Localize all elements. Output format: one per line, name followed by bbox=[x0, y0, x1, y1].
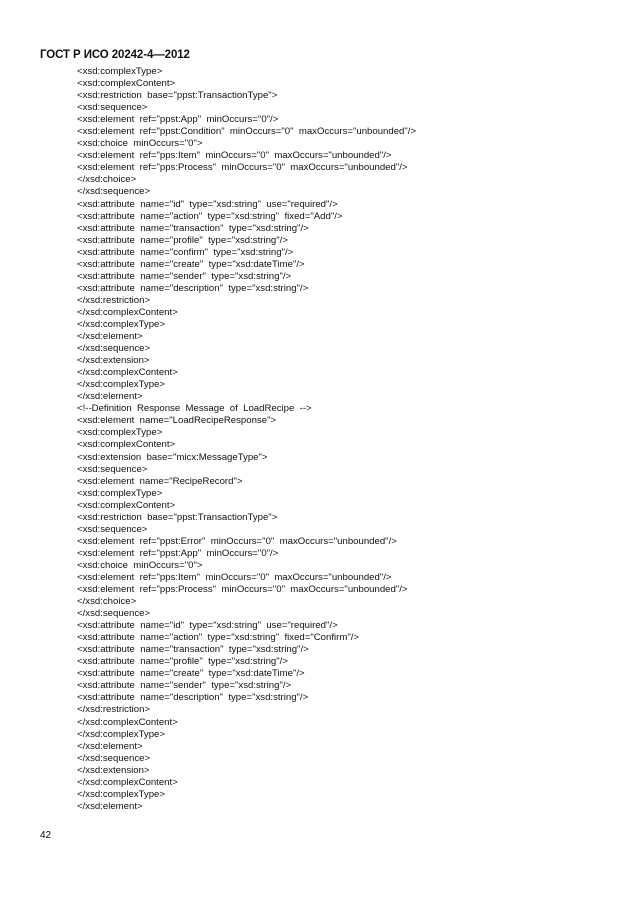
code-line: <xsd:attribute name="profile" type="xsd:string"/> bbox=[77, 656, 288, 668]
code-line: <xsd:complexContent> bbox=[77, 439, 176, 451]
code-line: <xsd:element ref="ppst:App" minOccurs="0"/> bbox=[77, 547, 279, 559]
code-line: <xsd:attribute name="create" type="xsd:dateTime"/> bbox=[77, 668, 305, 680]
code-line: <xsd:complexType> bbox=[77, 66, 163, 77]
code-line: <xsd:attribute name="id" type="xsd:string" use="required"/> bbox=[77, 620, 338, 632]
code-line: <xsd:element ref="ppst:Condition" minOccurs="0" maxOccurs="unbounded"/> bbox=[77, 126, 417, 138]
code-line: <xsd:element ref="ppst:Error" minOccurs="0" maxOccurs="unbounded"/> bbox=[77, 535, 397, 547]
code-line: </xsd:complexContent> bbox=[77, 367, 178, 379]
code-line: <xsd:element name="LoadRecipeResponse"> bbox=[77, 415, 277, 427]
code-line: <xsd:attribute name="action" type="xsd:string" fixed="Confirm"/> bbox=[77, 632, 359, 644]
code-line: <xsd:attribute name="profile" type="xsd:string"/> bbox=[77, 234, 288, 246]
code-line: <!--Definition Response Message of LoadRecipe --> bbox=[77, 403, 312, 415]
code-line: <xsd:attribute name="transaction" type="xsd:string"/> bbox=[77, 644, 309, 656]
code-line: </xsd:complexType> bbox=[77, 318, 165, 330]
code-line: <xsd:attribute name="confirm" type="xsd:string"/> bbox=[77, 246, 294, 258]
code-line: </xsd:complexContent> bbox=[77, 776, 178, 788]
page-number: 42 bbox=[40, 830, 52, 841]
code-line: </xsd:choice> bbox=[77, 174, 137, 186]
code-line: <xsd:element ref="pps:Process" minOccurs="0" maxOccurs="unbounded"/> bbox=[77, 584, 408, 596]
code-line: <xsd:complexContent> bbox=[77, 78, 176, 90]
code-line: </xsd:element> bbox=[77, 740, 143, 752]
code-line: <xsd:complexType> bbox=[77, 427, 163, 439]
code-line: <xsd:element ref="pps:Process" minOccurs="0" maxOccurs="unbounded"/> bbox=[77, 162, 408, 174]
document-header-standard-code: ГОСТ Р ИСО 20242-4—2012 bbox=[40, 49, 190, 61]
code-line: </xsd:extension> bbox=[77, 764, 150, 776]
code-line: </xsd:complexContent> bbox=[77, 716, 178, 728]
code-line: <xsd:complexContent> bbox=[77, 499, 176, 511]
code-line: <xsd:extension base="micx:MessageType"> bbox=[77, 451, 268, 463]
code-line: </xsd:sequence> bbox=[77, 608, 151, 620]
code-line: </xsd:element> bbox=[77, 391, 143, 403]
code-line: <xsd:restriction base="ppst:TransactionType"> bbox=[77, 511, 278, 523]
code-line: <xsd:attribute name="action" type="xsd:string" fixed="Add"/> bbox=[77, 210, 343, 222]
code-line: </xsd:restriction> bbox=[77, 704, 151, 716]
code-line: <xsd:attribute name="transaction" type="xsd:string"/> bbox=[77, 222, 309, 234]
code-line: </xsd:complexType> bbox=[77, 728, 165, 740]
code-line: <xsd:attribute name="sender" type="xsd:string"/> bbox=[77, 270, 292, 282]
code-line: <xsd:choice minOccurs="0"> bbox=[77, 138, 203, 150]
code-line: <xsd:sequence> bbox=[77, 102, 148, 114]
code-line: <xsd:attribute name="description" type="xsd:string"/> bbox=[77, 692, 309, 704]
code-line: </xsd:complexType> bbox=[77, 379, 165, 391]
code-line: </xsd:extension> bbox=[77, 355, 150, 367]
code-line: </xsd:restriction> bbox=[77, 294, 151, 306]
code-line: <xsd:element ref="ppst:App" minOccurs="0"/> bbox=[77, 114, 279, 126]
code-line: </xsd:element> bbox=[77, 331, 143, 343]
code-line: <xsd:element ref="pps:Item" minOccurs="0" maxOccurs="unbounded"/> bbox=[77, 150, 392, 162]
code-line: <xsd:attribute name="sender" type="xsd:string"/> bbox=[77, 680, 292, 692]
code-line: <xsd:sequence> bbox=[77, 463, 148, 475]
code-line: <xsd:element name="RecipeRecord"> bbox=[77, 475, 243, 487]
code-line: <xsd:complexType> bbox=[77, 487, 163, 499]
code-line: <xsd:attribute name="id" type="xsd:string" use="required"/> bbox=[77, 198, 338, 210]
code-line: <xsd:attribute name="create" type="xsd:dateTime"/> bbox=[77, 258, 305, 270]
code-line: <xsd:sequence> bbox=[77, 523, 148, 535]
xsd-code-listing bbox=[77, 66, 416, 813]
code-line: </xsd:complexContent> bbox=[77, 306, 178, 318]
code-line: <xsd:restriction base="ppst:TransactionType"> bbox=[77, 90, 278, 102]
code-line: </xsd:sequence> bbox=[77, 343, 151, 355]
code-line: <xsd:element ref="pps:Item" minOccurs="0" maxOccurs="unbounded"/> bbox=[77, 571, 392, 583]
code-line: </xsd:sequence> bbox=[77, 186, 151, 198]
code-line: </xsd:sequence> bbox=[77, 752, 151, 764]
code-line: </xsd:choice> bbox=[77, 596, 137, 608]
code-line: <xsd:attribute name="description" type="xsd:string"/> bbox=[77, 282, 309, 294]
code-line: <xsd:choice minOccurs="0"> bbox=[77, 559, 203, 571]
code-line: </xsd:element> bbox=[77, 800, 143, 812]
code-line: </xsd:complexType> bbox=[77, 788, 165, 800]
